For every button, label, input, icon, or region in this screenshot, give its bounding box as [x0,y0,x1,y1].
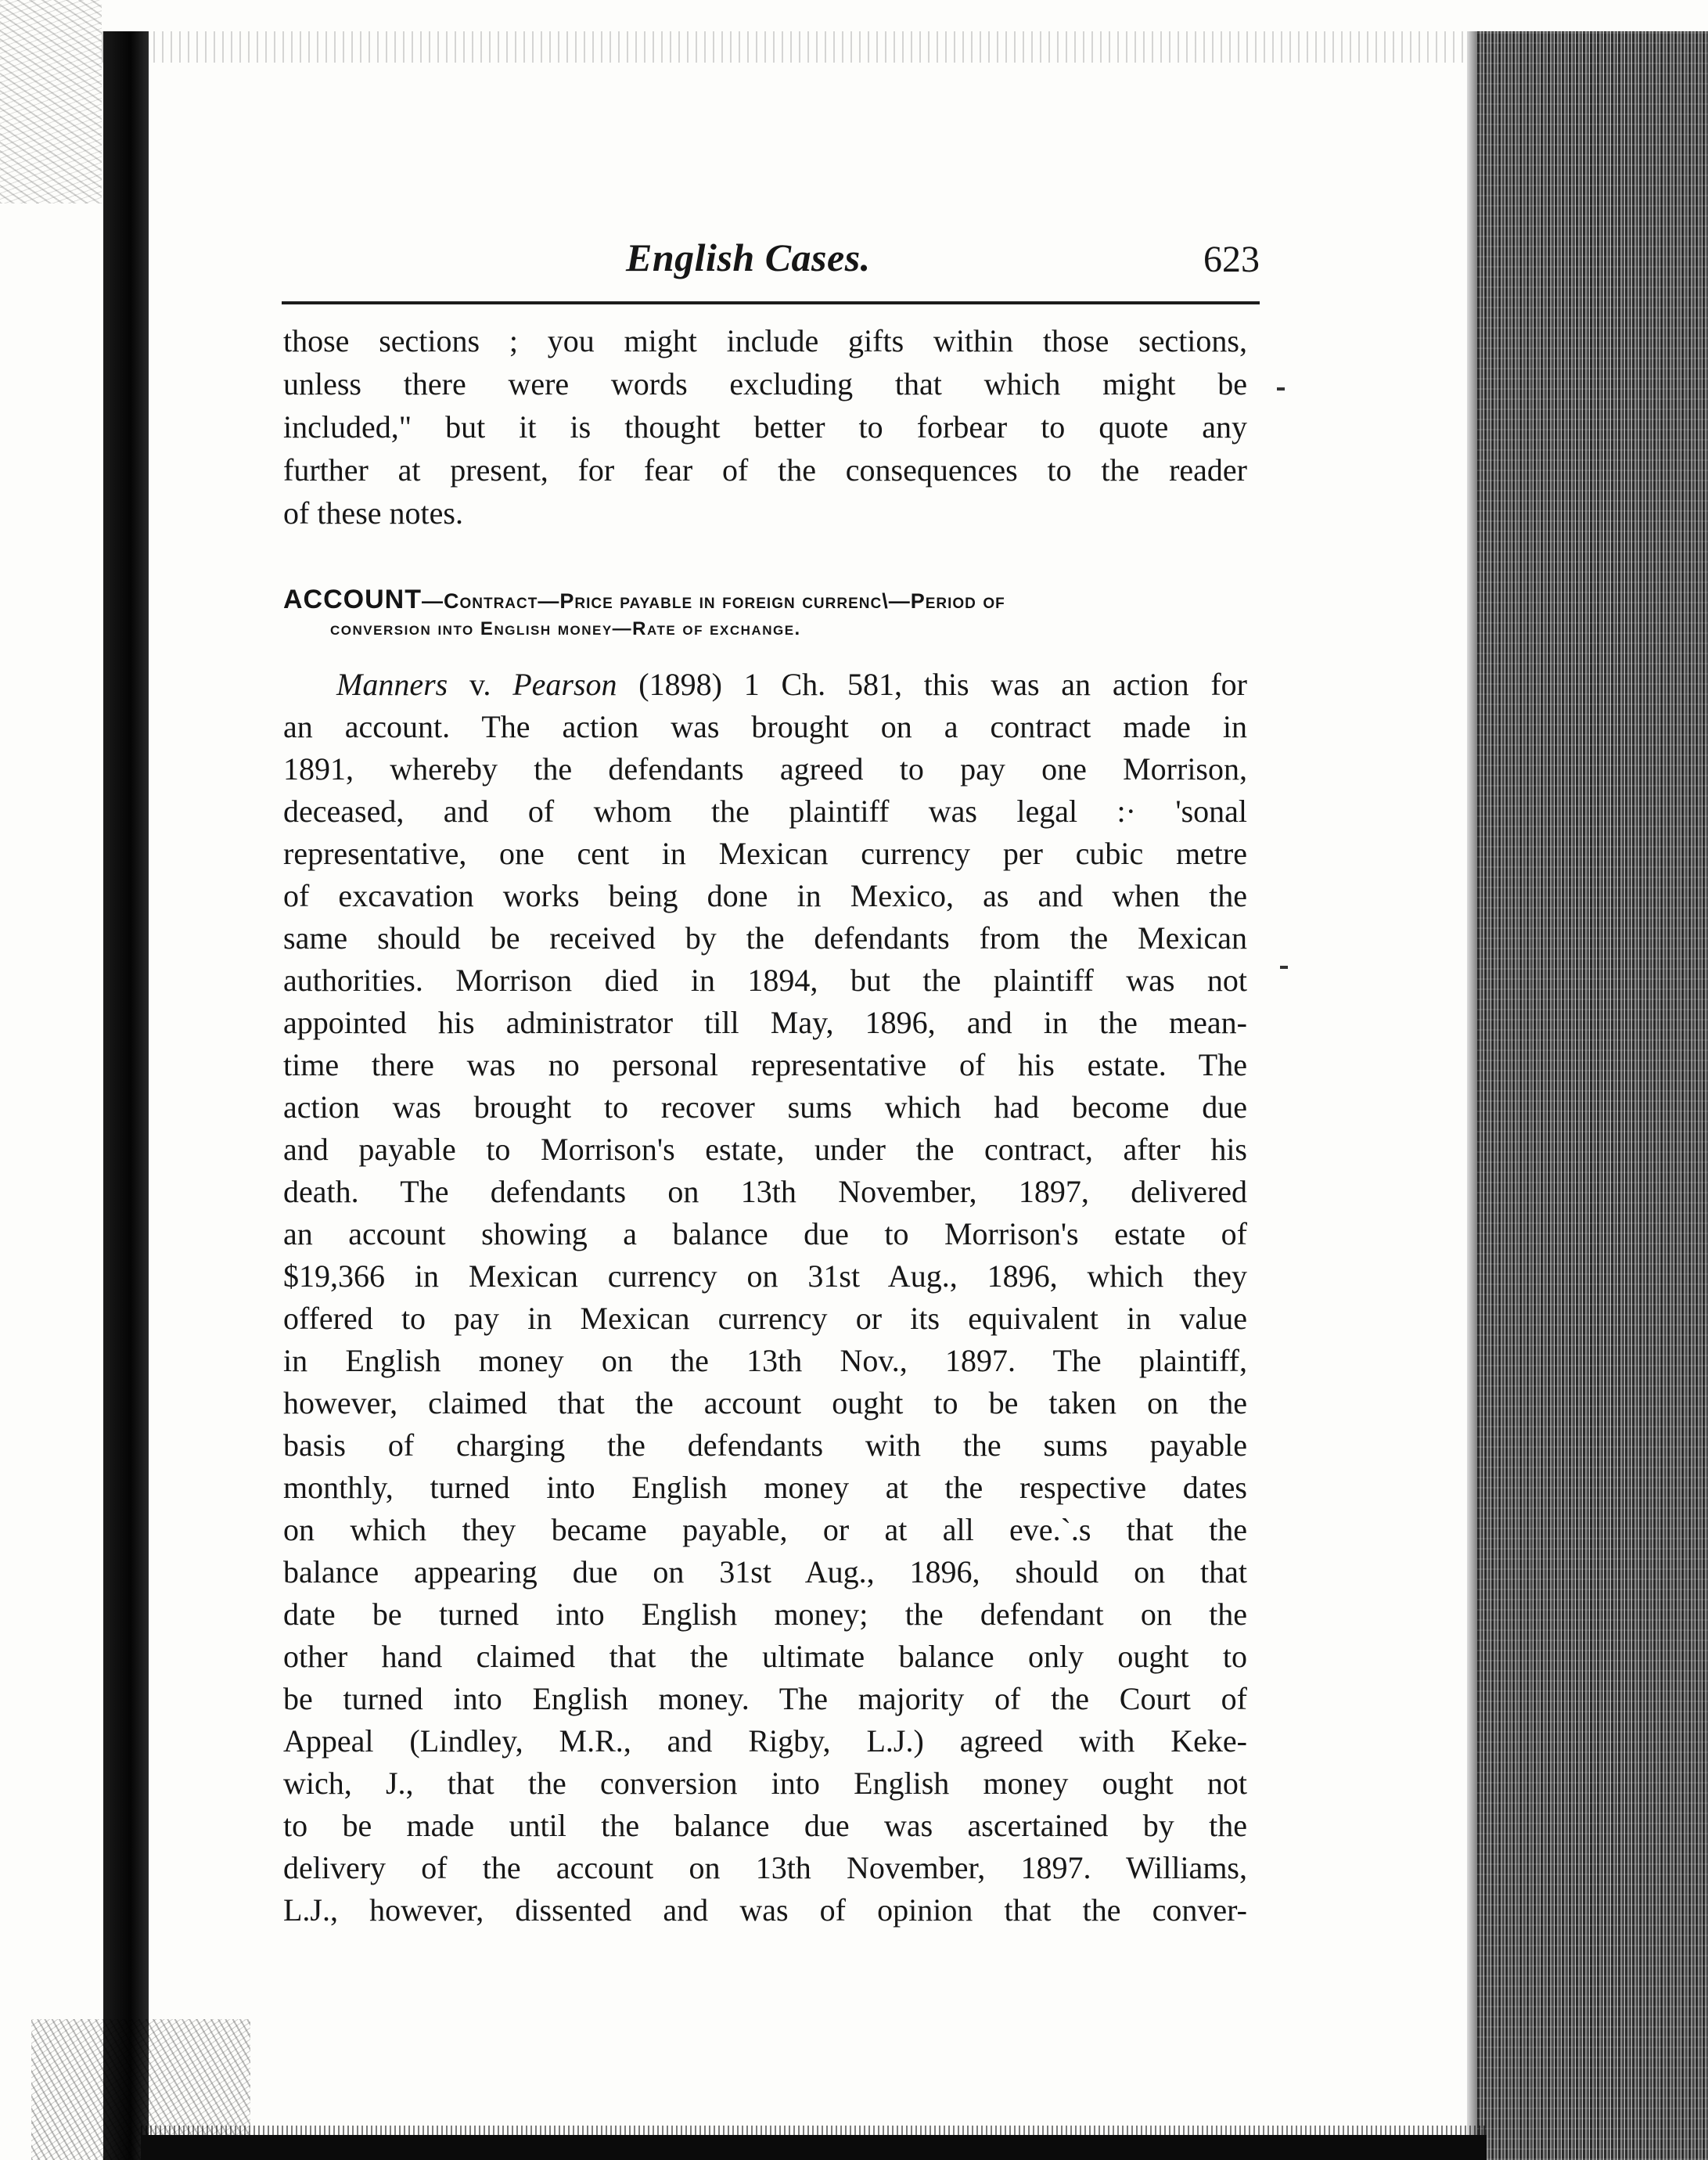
text-line: an account. The action was brought on a contract made in [283,709,1247,744]
text-line: deceased, and of whom the plaintiff was legal :· 'sonal [283,794,1247,829]
text-line: other hand claimed that the ultimate balance only ought to [283,1639,1247,1674]
text-line: and payable to Morrison's estate, under the contract, after his [283,1132,1247,1167]
scan-bottom-noise [141,2126,1487,2135]
text-line: to be made until the balance due was ascertained by the [283,1808,1247,1843]
text-line: death. The defendants on 13th November, 1897, delivered [283,1174,1247,1209]
page-number: 623 [1203,239,1260,280]
text-line: wich, J., that the conversion into English money ought not [283,1766,1247,1801]
text-line: an account showing a balance due to Morrison's estate of [283,1216,1247,1251]
text-line: representative, one cent in Mexican currency per cubic metre [283,836,1247,871]
scan-top-edge [102,31,1479,63]
continuation-paragraph [283,319,1247,535]
case-citation: (1898) 1 Ch. 581, this was an action for [638,667,1247,702]
text-line: 1891, whereby the defendants agreed to pay one Morrison, [283,751,1247,787]
text-line: action was brought to recover sums which had become due [283,1089,1247,1125]
text-line: offered to pay in Mexican currency or its equivalent in value [283,1301,1247,1336]
text-line: L.J., however, dissented and was of opinion that the conver- [283,1892,1247,1928]
section-heading-lead: ACCOUNT [283,585,422,614]
text-line: appointed his administrator till May, 1896, and in the mean- [283,1005,1247,1040]
case-paragraph [283,664,1247,1931]
text-line: same should be received by the defendants from the Mexican [283,920,1247,956]
scan-noise-top-left [0,0,102,203]
text-line: be turned into English money. The majority of the Court of [283,1681,1247,1716]
page-header [282,235,1260,297]
section-heading-line-2: conversion into English money—Rate of exchange. [330,618,801,639]
text-line: basis of charging the defendants with the sums payable [283,1427,1247,1463]
text-line: of excavation works being done in Mexico, as and when the [283,878,1247,913]
text-line: authorities. Morrison died in 1894, but the plaintiff was not [283,963,1247,998]
text-line: in English money on the 13th Nov., 1897. The plaintiff, [283,1343,1247,1378]
text-line: on which they became payable, or at all eve.`.s that the [283,1512,1247,1547]
section-heading-rest: —Contract—Price payable in foreign currenc\—Period of [421,589,1005,613]
scan-bottom-edge [141,2135,1487,2160]
text-line: time there was no personal representative of his estate. The [283,1047,1247,1082]
case-name-plaintiff: Manners [336,667,448,702]
text-line: balance appearing due on 31st Aug., 1896, should on that [283,1554,1247,1589]
section-heading-line-1 [283,585,1253,616]
case-name-defendant: Pearson [512,667,617,702]
text-line: included," but it is thought better to forbear to quote any [283,409,1247,445]
running-head: English Cases. [626,236,871,279]
text-line: those sections ; you might include gifts within those sections, [283,323,1247,358]
section-heading [283,585,1253,643]
stacked-pages-edge [1477,31,1708,2160]
text-line: further at present, for fear of the consequences to the reader [283,452,1247,488]
stray-scan-mark [1277,387,1285,391]
stray-scan-mark [1280,966,1288,969]
case-first-line [283,664,1247,706]
text-line: monthly, turned into English money at the respective dates [283,1470,1247,1505]
text-line: delivery of the account on 13th November, 1897. Williams, [283,1850,1247,1885]
text-line: however, claimed that the account ought to be taken on the [283,1385,1247,1420]
text-line: date be turned into English money; the defendant on the [283,1597,1247,1632]
text-line: $19,366 in Mexican currency on 31st Aug., 1896, which they [283,1258,1247,1294]
header-rule [282,301,1260,304]
text-line: unless there were words excluding that which might be [283,366,1247,401]
text-line: of these notes. [283,495,463,531]
case-versus: v. [469,667,491,702]
book-binding-edge [103,31,149,2160]
text-line: Appeal (Lindley, M.R., and Rigby, L.J.) agreed with Keke- [283,1723,1247,1759]
